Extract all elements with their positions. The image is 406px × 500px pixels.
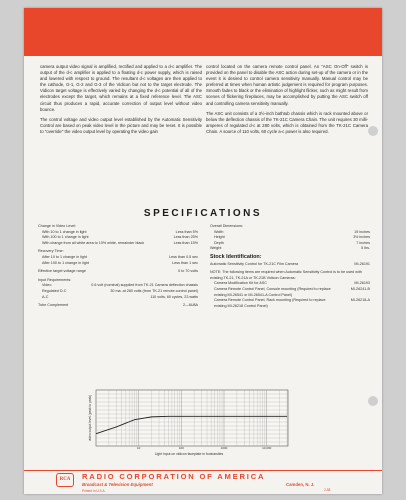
- spec-value: 19 inches: [354, 229, 370, 234]
- spec-sheet: [24, 8, 382, 494]
- spec-label: After 10 to 1 change in light: [42, 254, 87, 259]
- company-name: RADIO CORPORATION OF AMERICA: [82, 472, 266, 481]
- spec-value: MI-26193: [354, 281, 370, 286]
- spec-label: A-C: [42, 294, 49, 299]
- spec-value: 0.6 volt (nominal) supplied from TK-21 Camera deflection chassis: [91, 283, 198, 288]
- spec-value: MI-26241-B: [350, 286, 370, 291]
- spec-value: Less than 25%: [173, 235, 198, 240]
- spec-label: Weight: [210, 246, 222, 251]
- paragraph: camera output video signal is amplified, rectified and applied to a d-c amplifier. The output of the d-c amplifier is applied to a floating d-c power supply, which is raised and lowered with respect to ground. The resultant d-c voltages are then applied to the cathode, G-1, G-2 and G-3 of the Vidicon but not to the target electrode. The Vidicon target voltage is effectively varied by changing the d-c potential of all of the electrodes except the target, which remains at a fixed reference level. The ASC circuit thus produces a rapid, accurate correction of output level without video bounce.: [40, 64, 202, 112]
- spec-label: Height: [214, 235, 225, 240]
- chart-x-tick-label: 10: [136, 446, 141, 450]
- red-header-band: [24, 8, 382, 56]
- specifications-heading: SPECIFICATIONS: [143, 208, 263, 219]
- spec-value: Less than 15%: [173, 240, 198, 245]
- spec-label: Regulated D-C: [42, 288, 67, 293]
- chart-x-tick-label: 10,000: [262, 446, 272, 450]
- spec-label: Camera Remote Control Panel, Rack mounting (Required to replace existing MI-26218 Control Panel): [214, 298, 326, 308]
- division-name: Broadcast & Television Equipment: [82, 482, 153, 487]
- spec-value: MI-26191: [354, 261, 370, 266]
- spec-label: Depth: [214, 240, 224, 245]
- spec-label: Change in Video Level:: [38, 224, 77, 228]
- chart-y-axis-label: video output level (peak to peak): [88, 394, 92, 442]
- binder-hole-bottom: [368, 396, 378, 406]
- spec-label: Width: [214, 229, 224, 234]
- spec-label: Effective target voltage range: [38, 269, 86, 274]
- paragraph: The ASC unit consists of a 3½-inch bathtub chassis which is rack mounted above or below the deflection chassis of the TK-21C Camera Chain. The unit requires 30 milli-amperes of regulated d-c at 280 volts, which is obtained from the TK-21C Camera Chain. A source of 110 volts, 60 cycle a-c power is also required.: [206, 110, 368, 134]
- body-column-right: [206, 64, 368, 139]
- specs-left: [38, 224, 198, 309]
- paragraph: control located on the camera remote control panel. An "ASC On-Off" switch is provided on the panel to disable the ASC action during set-up of the camera or in the event it is desired to control camera sensitivity manually. Manual control may be preferred at times when human artistic judgement is required for program purposes. Smooth fades to black or the elimination of highlight flicker, such as might result from scenes of flickering fireplaces, may be accomplished by putting the ASC switch off and controlling camera sensitivity manually.: [206, 64, 368, 106]
- spec-value: 7 inches: [356, 240, 370, 245]
- stock-note: NOTE: The following items are required when Automatic Sensitivity Control is to be used with existing TK-21, TK-21A or TK-21B Vidicon Cameras:: [210, 270, 362, 280]
- chart-x-axis-label: Light input on vidicon faceplate in footcandles: [154, 452, 224, 456]
- rca-logo: RCA: [56, 473, 74, 487]
- spec-value: MI-26218-A: [350, 298, 370, 303]
- spec-label: Automatic Sensitivity Control for TK-21C Film Camera: [210, 261, 299, 266]
- spec-value: 30 ma. at 280 volts (from TK-21 remote control panel): [110, 288, 198, 293]
- spec-label: With 10 to 1 change in light: [42, 229, 87, 234]
- chart-x-tick-label: 100: [178, 446, 184, 450]
- spec-value: 2—6U8A: [183, 303, 198, 308]
- spec-value: Less than 1 sec: [172, 260, 198, 265]
- spec-value: 0 to 70 volts: [178, 269, 198, 274]
- spec-label: With change from all white area to 10% white, remainder black: [42, 240, 145, 245]
- spec-value: 110 volts, 60 cycles, 23 watts: [150, 294, 198, 299]
- spec-label: Recovery Time:: [38, 249, 64, 254]
- body-column-left: [40, 64, 202, 139]
- spec-label: With 100 to 1 change in light: [42, 235, 89, 240]
- spec-value: 3½ inches: [353, 235, 370, 240]
- spec-label: Input Requirements:: [38, 277, 72, 282]
- print-code: 2-58: [324, 488, 331, 492]
- spec-label: Camera Modification Kit for ASC: [214, 281, 267, 286]
- spec-label: After 100 to 1 change in light: [42, 260, 89, 265]
- printed-note: Printed in U.S.A.: [82, 489, 106, 493]
- specs-right: [210, 224, 370, 309]
- spec-label: Overall Dimensions:: [210, 224, 243, 228]
- spec-label: Tube Complement: [38, 303, 69, 308]
- video-level-chart: [86, 388, 292, 450]
- binder-hole-top: [368, 126, 378, 136]
- spec-value: Less than 5%: [175, 229, 198, 234]
- spec-value: Less than 0.5 sec: [169, 254, 198, 259]
- company-city: Camden, N. J.: [286, 482, 315, 487]
- footer-rule: [24, 470, 382, 471]
- spec-value: 5 lbs.: [361, 246, 370, 251]
- chart-x-tick-label: 1000: [220, 446, 228, 450]
- stock-identification-heading: Stock Identification:: [210, 253, 262, 260]
- spec-label: Camera Remote Control Panel, Console mounting (Required to replace existing MI-26541 or MI-26541-A Control Panel): [214, 286, 331, 297]
- spec-label: Video: [42, 283, 52, 288]
- paragraph: The control voltage and video output level established by the Automatic Sensitivity Control are based on peak video level in the picture and may be reset. It is possible to "override" the video output level by operating the video gain: [40, 116, 202, 134]
